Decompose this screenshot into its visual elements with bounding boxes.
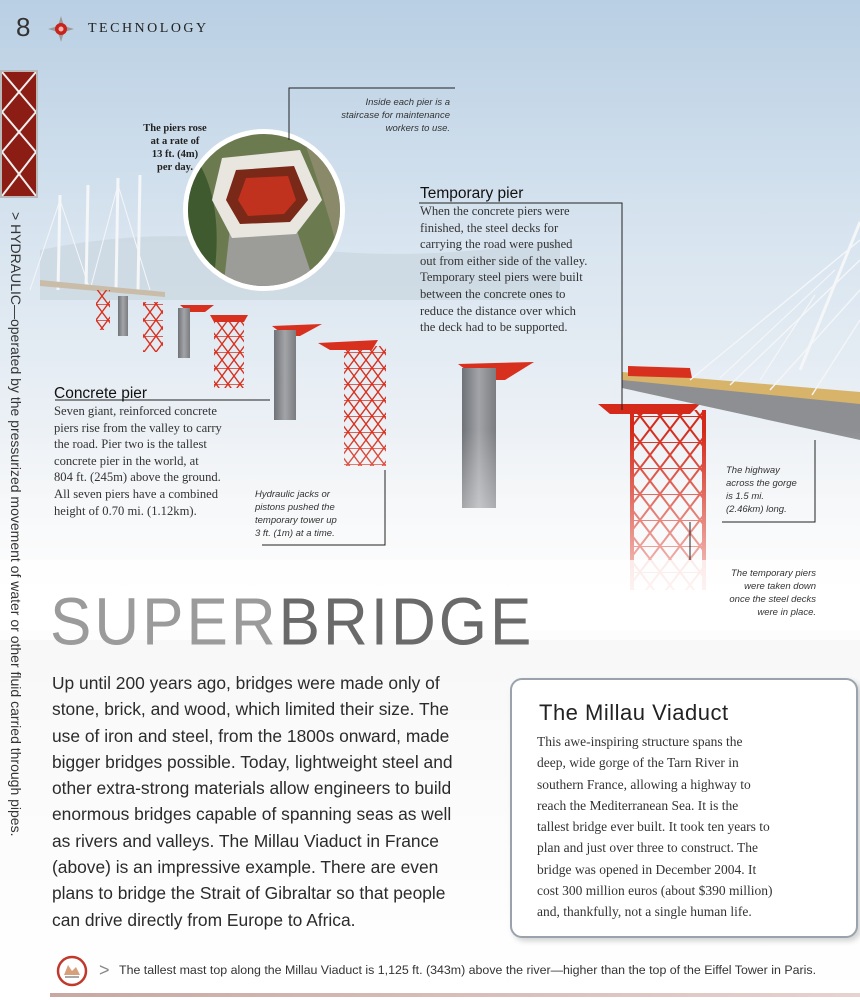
- note-line: 3 ft. (1m) at a time.: [255, 528, 335, 539]
- sidebar-body: [537, 731, 842, 923]
- page-headline: [50, 584, 534, 661]
- intro-line: as rivers and valleys. The Millau Viaduct in France: [52, 830, 439, 851]
- note-line: across the gorge: [726, 478, 797, 489]
- body-line: piers rise from the valley to carry: [54, 420, 222, 435]
- sidebar-line: tallest bridge ever built. It took ten years to: [537, 819, 770, 835]
- sidebar-line: plan and just over three to construct. The: [537, 840, 758, 856]
- sidebar-line: southern France, allowing a highway to: [537, 776, 751, 792]
- intro-line: other extra-strong materials allow engineers to build: [52, 778, 452, 799]
- concrete-pier-callout: [54, 385, 274, 519]
- callout-title: Concrete pier: [54, 385, 148, 402]
- sidebar-line: reach the Mediterranean Sea. It is the: [537, 797, 739, 813]
- note-line: were in place.: [757, 607, 816, 618]
- main-mast: [690, 222, 860, 395]
- body-line: the deck had to be supported.: [420, 320, 568, 335]
- body-line: When the concrete piers were: [420, 204, 570, 218]
- sidebar-line: and, thankfully, not a single human life.: [537, 904, 752, 920]
- body-line: 804 ft. (245m) above the ground.: [54, 470, 221, 485]
- body-line: out from either side of the valley.: [420, 253, 588, 268]
- callout-body: [420, 203, 620, 336]
- intro-line: enormous bridges capable of spanning seas as well: [52, 804, 452, 825]
- note-line: temporary tower up: [255, 515, 337, 526]
- sidebar-line: cost 300 million euros (about $390 million): [537, 883, 773, 899]
- body-line: finished, the steel decks for: [420, 220, 559, 235]
- fact-lens-icon: [56, 955, 88, 987]
- headline-part-1: SUPER: [50, 585, 279, 660]
- compass-icon: [48, 16, 74, 42]
- note-line: at a rate of: [150, 136, 200, 147]
- note-line: pistons pushed the: [255, 502, 335, 513]
- intro-line: stone, brick, and wood, which limited their size. The: [52, 699, 449, 720]
- note-line: 13 ft. (4m): [151, 149, 199, 160]
- glossary-definition: —operated by the pressurized movement of water or other fluid carried through pipes.: [8, 304, 24, 837]
- highway-length-note: [726, 464, 816, 516]
- intro-paragraph: [52, 670, 472, 933]
- headline-part-2: BRIDGE: [278, 585, 535, 660]
- body-line: the road. Pier two is the tallest: [54, 437, 207, 452]
- sidebar-line: bridge was opened in December 2004. It: [537, 861, 757, 877]
- note-line: Inside each pier is a: [365, 97, 450, 108]
- intro-line: can drive directly from Europe to Africa.: [52, 909, 356, 930]
- section-title: TECHNOLOGY: [88, 21, 209, 36]
- body-line: Seven giant, reinforced concrete: [54, 404, 217, 418]
- note-line: The highway: [726, 465, 780, 476]
- footer-rule: [50, 993, 860, 997]
- sidebar-line: This awe-inspiring structure spans the: [537, 734, 743, 749]
- note-line: workers to use.: [385, 123, 450, 134]
- body-line: reduce the distance over which: [420, 303, 576, 318]
- hydraulic-note: [255, 488, 385, 540]
- glossary-arrow: >: [8, 212, 24, 225]
- note-line: were taken down: [744, 581, 816, 592]
- note-line: staircase for maintenance: [341, 110, 450, 121]
- sidebar-line: deep, wide gorge of the Tarn River in: [537, 755, 739, 771]
- edge-thumbnail: [0, 70, 38, 198]
- body-line: between the concrete ones to: [420, 286, 566, 301]
- footer-fact: The tallest mast top along the Millau Viaduct is 1,125 ft. (343m) above the river—higher than the top of the Eiffel Tower in Paris.: [119, 963, 817, 977]
- intro-line: Up until 200 years ago, bridges were made only of: [52, 673, 440, 693]
- intro-line: (above) is an impressive example. There are even: [52, 857, 439, 878]
- sidebar-title: The Millau Viaduct: [539, 700, 729, 725]
- intro-line: use of iron and steel, from the 1800s onward, made: [52, 725, 450, 746]
- body-line: All seven piers have a combined: [54, 486, 219, 501]
- steel-truss-icon: [2, 72, 36, 196]
- body-line: Temporary steel piers were built: [420, 270, 583, 285]
- note-line: Hydraulic jacks or: [255, 489, 330, 500]
- glossary-entry: [8, 212, 24, 837]
- piers-rate-note: [140, 122, 210, 174]
- temporary-pier-callout: [420, 185, 620, 336]
- note-line: (2.46km) long.: [726, 504, 787, 515]
- body-line: concrete pier in the world, at: [54, 453, 199, 468]
- body-line: carrying the road were pushed: [420, 237, 573, 252]
- intro-line: bigger bridges possible. Today, lightweight steel and: [52, 751, 453, 772]
- note-line: The piers rose: [143, 123, 207, 134]
- footer-arrow-icon: >: [99, 960, 110, 980]
- intro-line: plans to bridge the Strait of Gibraltar so that people: [52, 883, 446, 904]
- callout-body: [54, 403, 274, 519]
- note-line: once the steel decks: [729, 594, 816, 605]
- note-line: per day.: [157, 162, 193, 173]
- note-line: is 1.5 mi.: [726, 491, 765, 502]
- body-line: height of 0.70 mi. (1.12km).: [54, 503, 197, 518]
- page-number: 8: [16, 12, 31, 42]
- note-line: The temporary piers: [730, 568, 816, 579]
- temporary-removed-note: [700, 567, 816, 619]
- staircase-note: [330, 96, 450, 135]
- glossary-term: HYDRAULIC: [8, 224, 24, 305]
- callout-title: Temporary pier: [420, 185, 524, 202]
